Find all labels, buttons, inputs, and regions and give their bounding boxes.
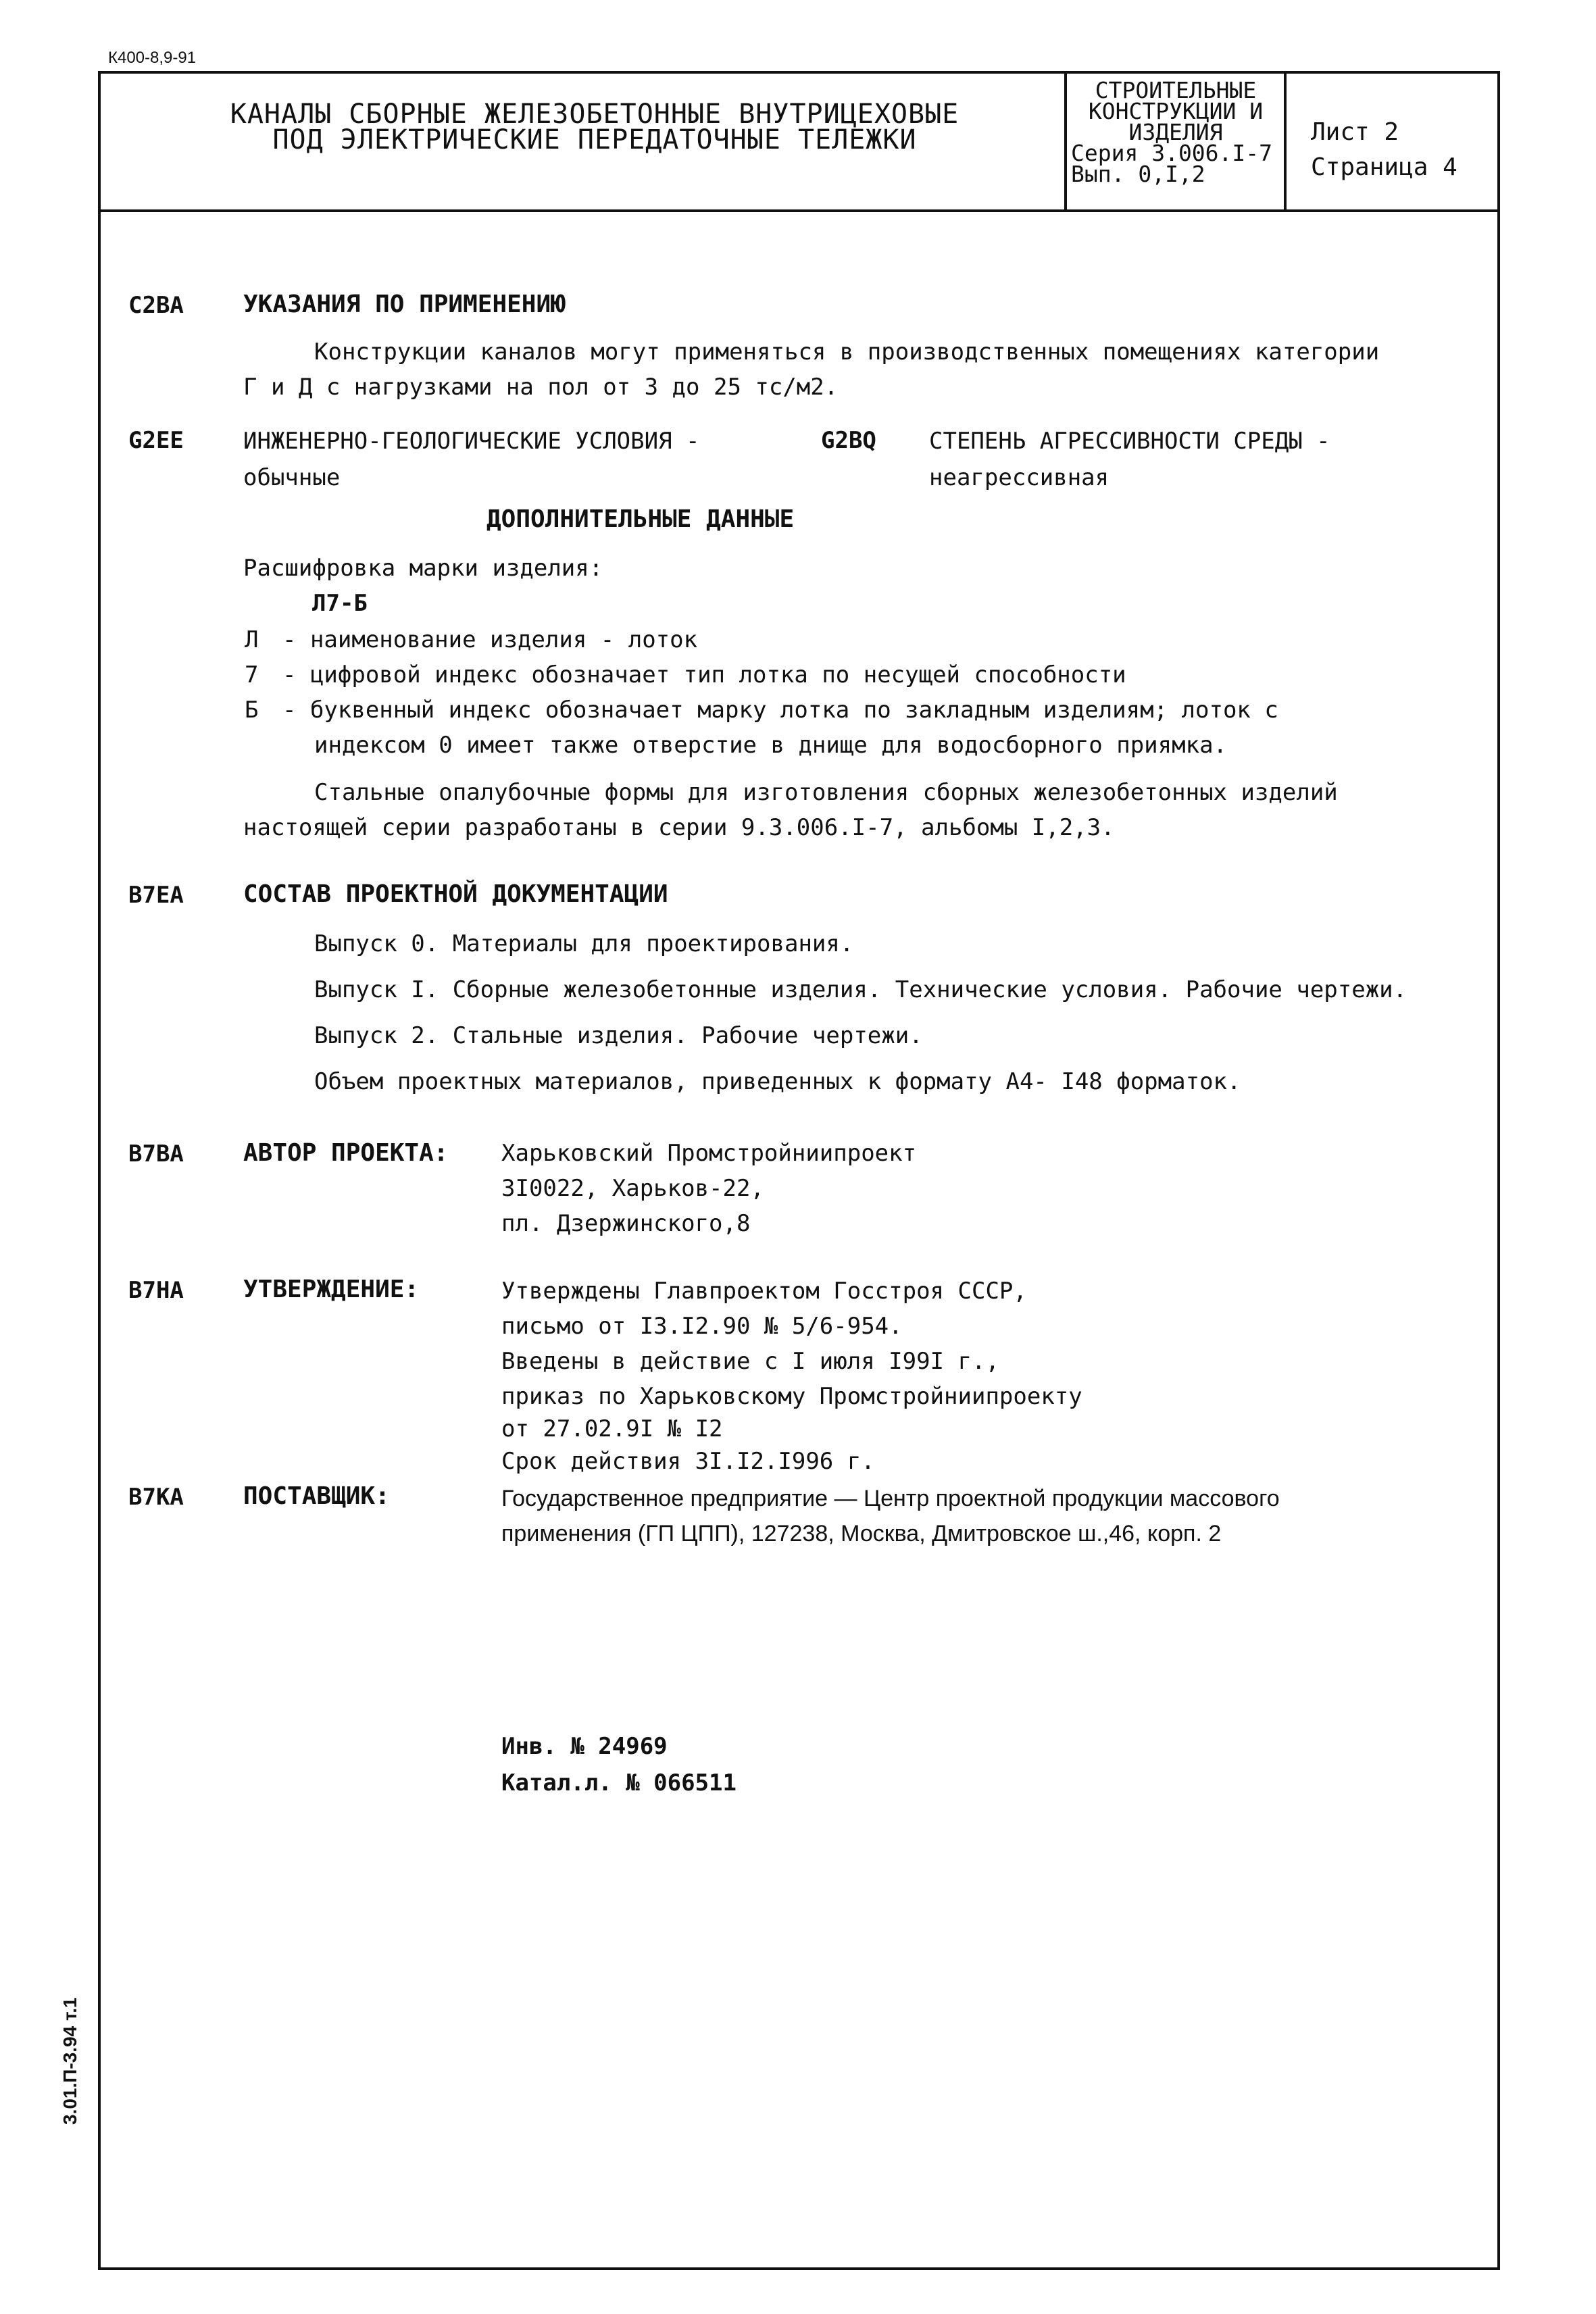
section-heading: СОСТАВ ПРОЕКТНОЙ ДОКУМЕНТАЦИИ (243, 880, 668, 908)
issue-numbers: Вып. 0,I,2 (1071, 161, 1205, 187)
title-block-separator (1064, 71, 1067, 211)
legend-key: Б (245, 697, 259, 724)
section-heading: СТЕПЕНЬ АГРЕССИВНОСТИ СРЕДЫ - (929, 428, 1330, 455)
legend-text: индексом 0 имеет также отверстие в днище для водосборного приямка. (314, 732, 1228, 759)
issue-item: Выпуск I. Сборные железобетонные изделия. Технические условия. Рабочие чертежи. (314, 976, 1407, 1003)
decode-label: Расшифровка марки изделия: (243, 555, 603, 582)
series-block (1071, 77, 1280, 187)
section-heading: ПОСТАВЩИК: (243, 1482, 390, 1510)
approval-line: от 27.02.9I № I2 (501, 1415, 723, 1442)
series-line: КОНСТРУКЦИИ И (1088, 98, 1264, 124)
legend-text: - буквенный индекс обозначает марку лотка по закладным изделиям; лоток с (282, 697, 1278, 724)
section-heading: УТВЕРЖДЕНИЕ: (243, 1276, 420, 1303)
author-line: 3I0022, Харьков-22, (501, 1175, 764, 1202)
document-code: К400-8,9-91 (108, 49, 197, 67)
series-line: СТРОИТЕЛЬНЫЕ (1095, 77, 1257, 103)
field-value: неагрессивная (929, 464, 1109, 491)
paragraph: Стальные опалубочные формы для изготовления сборных железобетонных изделий (314, 779, 1338, 806)
sheet-info (1311, 115, 1457, 185)
catalog-number: Катал.л. № 066511 (501, 1769, 737, 1796)
issue-item: Выпуск 0. Материалы для проектирования. (314, 930, 854, 957)
section-code: B7BA (128, 1140, 184, 1167)
section-code: G2EE (128, 427, 184, 454)
series-line: ИЗДЕЛИЯ (1128, 119, 1223, 145)
legend-key: Л (245, 626, 259, 653)
title-block-separator (1284, 71, 1287, 211)
field-value: обычные (243, 464, 341, 491)
approval-line: Утверждены Главпроектом Госстроя СССР, (501, 1278, 1027, 1305)
section-code: G2BQ (821, 427, 876, 454)
section-code: C2BA (128, 292, 184, 319)
issue-item: Выпуск 2. Стальные изделия. Рабочие чертежи. (314, 1022, 923, 1049)
side-code: 3.01.П-3.94 т.1 (59, 1997, 80, 2125)
product-mark: Л7-Б (312, 590, 368, 617)
section-code: B7KA (128, 1484, 184, 1511)
volume-note: Объем проектных материалов, приведенных к формату А4- I48 форматок. (314, 1068, 1241, 1095)
section-code: B7HA (128, 1277, 184, 1304)
section-heading: ИНЖЕНЕРНО-ГЕОЛОГИЧЕСКИЕ УСЛОВИЯ - (243, 428, 700, 455)
title-line: КАНАЛЫ СБОРНЫЕ ЖЕЛЕЗОБЕТОННЫЕ ВНУТРИЦЕХОВЫЕ (230, 99, 959, 130)
inventory-number: Инв. № 24969 (501, 1733, 668, 1760)
approval-line: письмо от I3.I2.90 № 5/6-954. (501, 1313, 903, 1340)
section-heading: ДОПОЛНИТЕЛЬНЫЕ ДАННЫЕ (487, 505, 795, 533)
section-code: B7EA (128, 882, 184, 909)
paragraph: настоящей серии разработаны в серии 9.3.006.I-7, альбомы I,2,3. (243, 814, 1115, 841)
approval-line: Срок действия 3I.I2.I996 г. (501, 1448, 875, 1475)
legend-text: - наименование изделия - лоток (282, 626, 698, 653)
section-heading: УКАЗАНИЯ ПО ПРИМЕНЕНИЮ (243, 291, 566, 318)
supplier-line: применения (ГП ЦПП), 127238, Москва, Дмитровское ш.,46, корп. 2 (501, 1521, 1222, 1546)
document-title (135, 101, 1054, 153)
series-number: Серия 3.006.I-7 (1071, 140, 1273, 166)
section-heading: АВТОР ПРОЕКТА: (243, 1139, 449, 1167)
paragraph: Конструкции каналов могут применяться в производственных помещениях категории (314, 338, 1380, 366)
legend-text: - цифровой индекс обозначает тип лотка по несущей способности (282, 661, 1126, 688)
page-number: Страница 4 (1311, 153, 1457, 181)
supplier-line: Государственное предприятие — Центр проектной продукции массового (501, 1486, 1280, 1511)
legend-key: 7 (245, 661, 259, 688)
title-line: ПОД ЭЛЕКТРИЧЕСКИЕ ПЕРЕДАТОЧНЫЕ ТЕЛЕЖКИ (272, 124, 917, 155)
author-line: пл. Дзержинского,8 (501, 1210, 751, 1237)
title-block-divider (98, 209, 1500, 212)
approval-line: приказ по Харьковскому Промстройниипроекту (501, 1383, 1082, 1410)
author-line: Харьковский Промстройниипроект (501, 1140, 917, 1167)
paragraph: Г и Д с нагрузками на пол от 3 до 25 тс/м2. (243, 374, 839, 401)
approval-line: Введены в действие с I июля I99I г., (501, 1348, 999, 1375)
sheet-number: Лист 2 (1311, 118, 1399, 146)
